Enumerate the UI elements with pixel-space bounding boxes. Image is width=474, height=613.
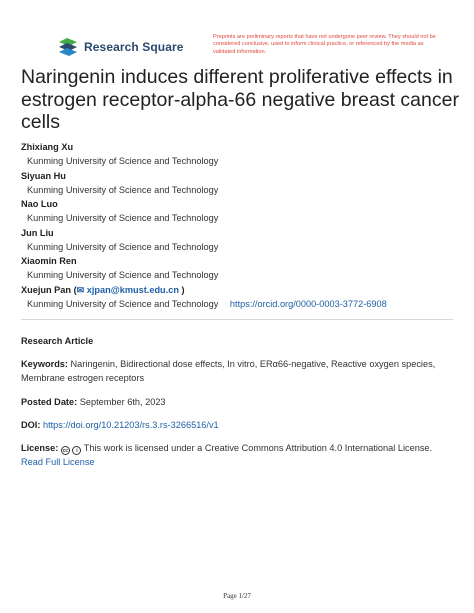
- article-type: [21, 334, 451, 348]
- author-affiliation: Kunming University of Science and Technology: [27, 298, 219, 309]
- page-number: Page 1/27: [223, 592, 251, 600]
- author-name: Zhixiang Xu: [21, 142, 74, 152]
- preprint-disclaimer: Preprints are preliminary reports that have not undergone peer review. They should not be considered conclusive, used to inform clinical practice, or referenced by the media as validated information.: [213, 34, 436, 55]
- posted-date-label: Posted Date:: [21, 397, 78, 407]
- author-affiliation: Kunming University of Science and Technology: [27, 241, 219, 252]
- corresponding-affiliation-row: [21, 297, 461, 311]
- author-list: [21, 140, 461, 312]
- author-name: Xiaomin Ren: [21, 256, 77, 267]
- read-full-license-link[interactable]: Read Full License: [21, 457, 95, 467]
- author-name: Nao Luo: [21, 199, 58, 210]
- creative-commons-icon: cc: [62, 448, 69, 454]
- open-paren: (: [73, 284, 77, 295]
- license: [21, 441, 451, 469]
- keywords: [21, 357, 451, 385]
- author-entry: [21, 140, 461, 169]
- author-affiliation: Kunming University of Science and Technology: [27, 184, 219, 195]
- envelope-icon: ✉: [76, 284, 85, 295]
- keywords-label: Keywords:: [21, 359, 68, 369]
- posted-date-value: September 6th, 2023: [79, 397, 166, 407]
- orcid-link[interactable]: https://orcid.org/0000-0003-3772-6908: [229, 298, 387, 309]
- author-affiliation: Kunming University of Science and Technology: [27, 213, 219, 224]
- research-square-logo[interactable]: [57, 37, 184, 57]
- logo-text: Research Square: [84, 40, 184, 54]
- paper-title: Naringenin induces different proliferative effects in estrogen receptor-alpha-66 negative breast cancer cells: [21, 66, 459, 133]
- close-paren: ): [181, 284, 185, 295]
- author-affiliation: Kunming University of Science and Technology: [27, 156, 219, 166]
- doi-label: DOI:: [21, 420, 41, 430]
- article-type-value: Research Article: [21, 336, 94, 346]
- author-name: Xuejun Pan: [21, 284, 72, 295]
- author-entry: [21, 169, 461, 198]
- research-square-logo-icon: [57, 37, 79, 57]
- doi: [21, 418, 451, 432]
- author-entry: [21, 226, 461, 255]
- author-entry: [21, 254, 461, 283]
- license-text: This work is licensed under a Creative Commons Attribution 4.0 International License.: [83, 443, 433, 453]
- author-affiliation: Kunming University of Science and Technology: [27, 270, 219, 281]
- author-name: Jun Liu: [21, 227, 54, 238]
- author-name: Siyuan Hu: [21, 170, 66, 181]
- posted-date: [21, 395, 451, 409]
- attribution-icon: i: [72, 446, 81, 455]
- section-divider: [21, 319, 453, 320]
- doi-link[interactable]: https://doi.org/10.21203/rs.3.rs-3266516/v1: [42, 420, 219, 430]
- author-email-link[interactable]: xjpan@kmust.edu.cn: [86, 284, 179, 295]
- author-entry: [21, 197, 461, 226]
- corresponding-author-entry: [21, 283, 461, 312]
- keywords-value: Naringenin, Bidirectional dose effects, In vitro, ERα66-negative, Reactive oxygen species, Membrane estrogen receptors: [21, 359, 436, 383]
- license-label: License:: [21, 443, 59, 453]
- corresponding-author-name: [21, 283, 461, 297]
